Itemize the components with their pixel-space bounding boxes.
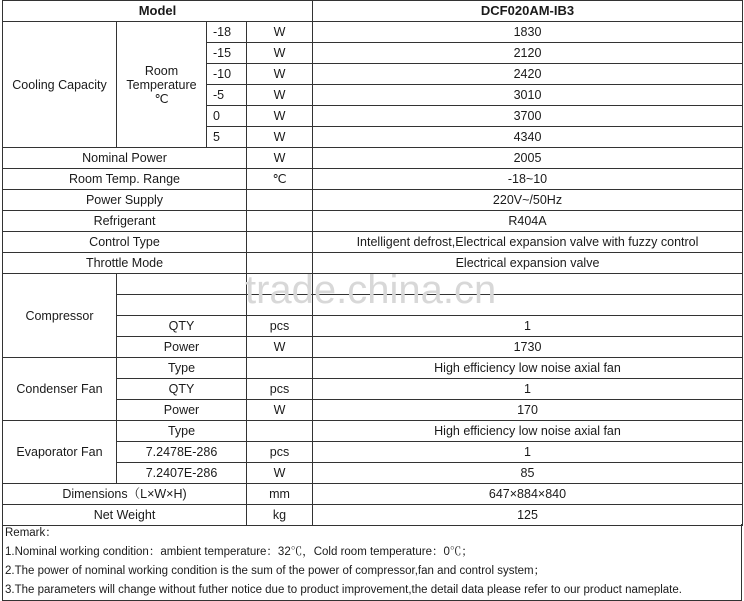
remark-line: 2.The power of nominal working condition is the sum of the power of compressor,fan and control system； xyxy=(5,565,546,577)
obscured-cell xyxy=(247,295,313,316)
control-type-value: Intelligent defrost,Electrical expansion valve with fuzzy control xyxy=(313,232,743,253)
remarks-box xyxy=(2,524,742,601)
table-row xyxy=(3,190,743,211)
condenser-row-unit xyxy=(247,358,313,379)
nominal-power-value: 2005 xyxy=(313,148,743,169)
table-row xyxy=(3,505,743,526)
header-label: Model xyxy=(3,1,313,22)
table-row xyxy=(3,232,743,253)
cooling-capacity-label: Cooling Capacity xyxy=(3,22,117,148)
cooling-unit: W xyxy=(247,106,313,127)
room-temp-range-unit: ℃ xyxy=(247,169,313,190)
control-type-label: Control Type xyxy=(3,232,247,253)
table-row xyxy=(3,421,743,442)
table-row xyxy=(3,169,743,190)
cooling-value: 2420 xyxy=(313,64,743,85)
dimensions-unit: mm xyxy=(247,484,313,505)
room-temp-range-label: Room Temp. Range xyxy=(3,169,247,190)
condenser-row-value: 170 xyxy=(313,400,743,421)
condenser-row-value: 1 xyxy=(313,379,743,400)
obscured-cell xyxy=(313,274,743,295)
remark-line: 3.The parameters will change without futher notice due to product improvement,the detail data please refer to our product nameplate. xyxy=(5,584,682,596)
remarks-title: Remark： xyxy=(5,527,57,539)
compressor-row-unit: pcs xyxy=(247,316,313,337)
watermark: trade.china.cn xyxy=(245,268,497,312)
cooling-unit: W xyxy=(247,85,313,106)
spec-table xyxy=(2,0,743,526)
dimensions-value: 647×884×840 xyxy=(313,484,743,505)
room-temperature-line2: Temperature xyxy=(126,77,197,92)
room-temperature-line1: Room xyxy=(144,63,179,78)
evaporator-row-value: 1 xyxy=(313,442,743,463)
net-weight-label: Net Weight xyxy=(3,505,247,526)
cooling-temp: 5 xyxy=(207,127,247,148)
nominal-power-label: Nominal Power xyxy=(3,148,247,169)
power-supply-unit xyxy=(247,190,313,211)
room-temp-range-value: -18~10 xyxy=(313,169,743,190)
power-supply-value: 220V~/50Hz xyxy=(313,190,743,211)
room-temperature-label xyxy=(117,22,207,148)
cooling-temp: 0 xyxy=(207,106,247,127)
cooling-unit: W xyxy=(247,43,313,64)
condenser-row-name: Power xyxy=(117,400,247,421)
refrigerant-value: R404A xyxy=(313,211,743,232)
table-row xyxy=(3,22,743,43)
header-model: DCF020AM-IB3 xyxy=(313,1,743,22)
evaporator-fan-label: Evaporator Fan xyxy=(3,421,117,484)
obscured-cell xyxy=(247,274,313,295)
cooling-temp: -5 xyxy=(207,85,247,106)
evaporator-row-unit xyxy=(247,421,313,442)
cooling-value: 4340 xyxy=(313,127,743,148)
room-temperature-line3: ℃ xyxy=(154,91,169,106)
cooling-value: 2120 xyxy=(313,43,743,64)
cooling-unit: W xyxy=(247,64,313,85)
power-supply-label: Power Supply xyxy=(3,190,247,211)
table-row xyxy=(3,484,743,505)
cooling-temp: -10 xyxy=(207,64,247,85)
refrigerant-unit xyxy=(247,211,313,232)
cooling-temp: -15 xyxy=(207,43,247,64)
cooling-unit: W xyxy=(247,22,313,43)
obscured-cell xyxy=(117,295,247,316)
evaporator-row-name: Type xyxy=(117,421,247,442)
evaporator-row-unit: W xyxy=(247,463,313,484)
compressor-row-name: QTY xyxy=(117,316,247,337)
condenser-fan-label: Condenser Fan xyxy=(3,358,117,421)
table-row xyxy=(3,253,743,274)
cooling-unit: W xyxy=(247,127,313,148)
compressor-row-unit: W xyxy=(247,337,313,358)
net-weight-unit: kg xyxy=(247,505,313,526)
dimensions-label: Dimensions（L×W×H) xyxy=(3,484,247,505)
condenser-row-name: QTY xyxy=(117,379,247,400)
cooling-value: 3010 xyxy=(313,85,743,106)
throttle-mode-label: Throttle Mode xyxy=(3,253,247,274)
refrigerant-label: Refrigerant xyxy=(3,211,247,232)
condenser-row-name: Type xyxy=(117,358,247,379)
evaporator-row-name: 7.2478E-286 xyxy=(117,442,247,463)
evaporator-row-unit: pcs xyxy=(247,442,313,463)
cooling-value: 1830 xyxy=(313,22,743,43)
nominal-power-unit: W xyxy=(247,148,313,169)
table-row xyxy=(3,148,743,169)
obscured-cell xyxy=(313,295,743,316)
evaporator-row-value: 85 xyxy=(313,463,743,484)
net-weight-value: 125 xyxy=(313,505,743,526)
condenser-row-unit: W xyxy=(247,400,313,421)
header-row xyxy=(3,1,743,22)
compressor-row-name: Power xyxy=(117,337,247,358)
throttle-mode-unit xyxy=(247,253,313,274)
cooling-value: 3700 xyxy=(313,106,743,127)
evaporator-row-name: 7.2407E-286 xyxy=(117,463,247,484)
condenser-row-unit: pcs xyxy=(247,379,313,400)
throttle-mode-value: Electrical expansion valve xyxy=(313,253,743,274)
compressor-row-value: 1730 xyxy=(313,337,743,358)
condenser-row-value: High efficiency low noise axial fan xyxy=(313,358,743,379)
evaporator-row-value: High efficiency low noise axial fan xyxy=(313,421,743,442)
control-type-unit xyxy=(247,232,313,253)
compressor-label: Compressor xyxy=(3,274,117,358)
table-row xyxy=(3,211,743,232)
cooling-temp: -18 xyxy=(207,22,247,43)
compressor-row-value: 1 xyxy=(313,316,743,337)
remark-line: 1.Nominal working condition：ambient temperature：32℃，Cold room temperature：0℃； xyxy=(5,546,473,558)
table-row xyxy=(3,358,743,379)
obscured-cell xyxy=(117,274,247,295)
table-row xyxy=(3,274,743,295)
